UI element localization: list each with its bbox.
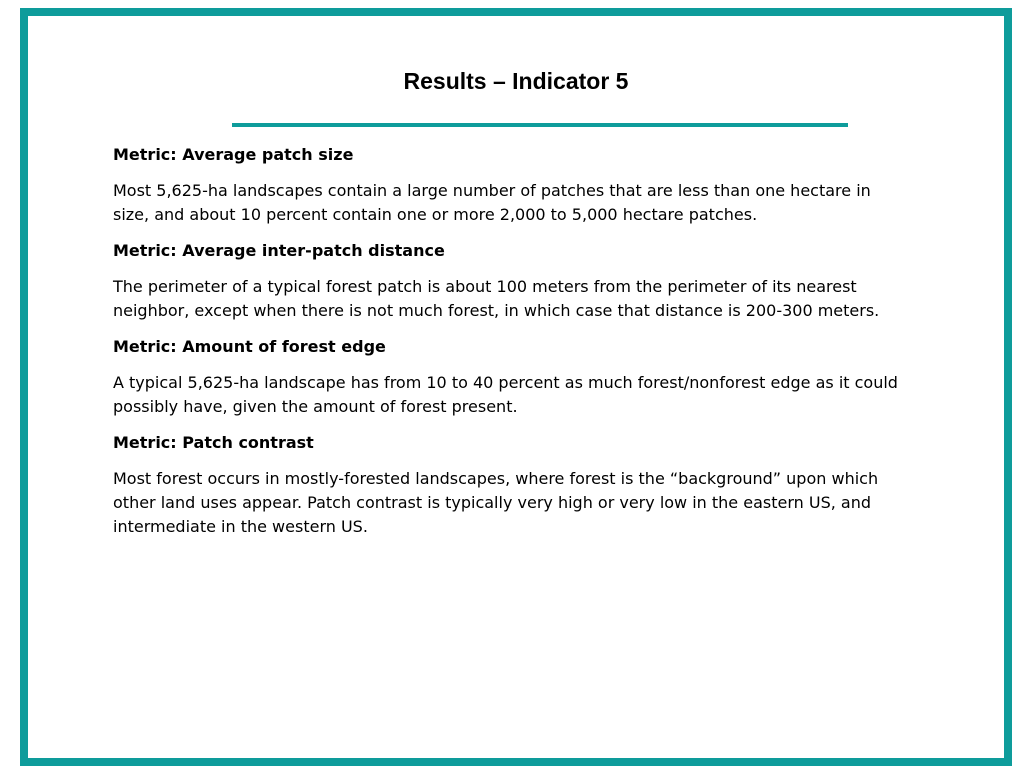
metric-heading: Metric: Average patch size	[113, 145, 354, 164]
slide-title: Results – Indicator 5	[403, 68, 629, 94]
metric-heading: Metric: Average inter-patch distance	[113, 241, 445, 260]
title-underline	[232, 123, 848, 127]
metric-heading: Metric: Patch contrast	[113, 433, 314, 452]
metric-section-patch-contrast	[113, 431, 903, 539]
metric-description: The perimeter of a typical forest patch is about 100 meters from the perimeter of its nearest neighbor, except when there is not much forest, in which case that distance is 200-300 meters.	[113, 277, 880, 320]
metric-section-inter-patch-distance	[113, 239, 903, 323]
metric-description: Most forest occurs in mostly-forested landscapes, where forest is the “background” upon which other land uses appear. Patch contrast is typically very high or very low in the eastern US, and intermediate in the western US.	[113, 469, 879, 536]
metric-section-average-patch-size	[113, 143, 903, 227]
slide-content	[113, 143, 903, 551]
metric-description: A typical 5,625-ha landscape has from 10 to 40 percent as much forest/nonforest edge as it could possibly have, given the amount of forest present.	[113, 373, 898, 416]
metric-description: Most 5,625-ha landscapes contain a large number of patches that are less than one hectare in size, and about 10 percent contain one or more 2,000 to 5,000 hectare patches.	[113, 181, 871, 224]
metric-section-forest-edge	[113, 335, 903, 419]
metric-heading: Metric: Amount of forest edge	[113, 337, 386, 356]
